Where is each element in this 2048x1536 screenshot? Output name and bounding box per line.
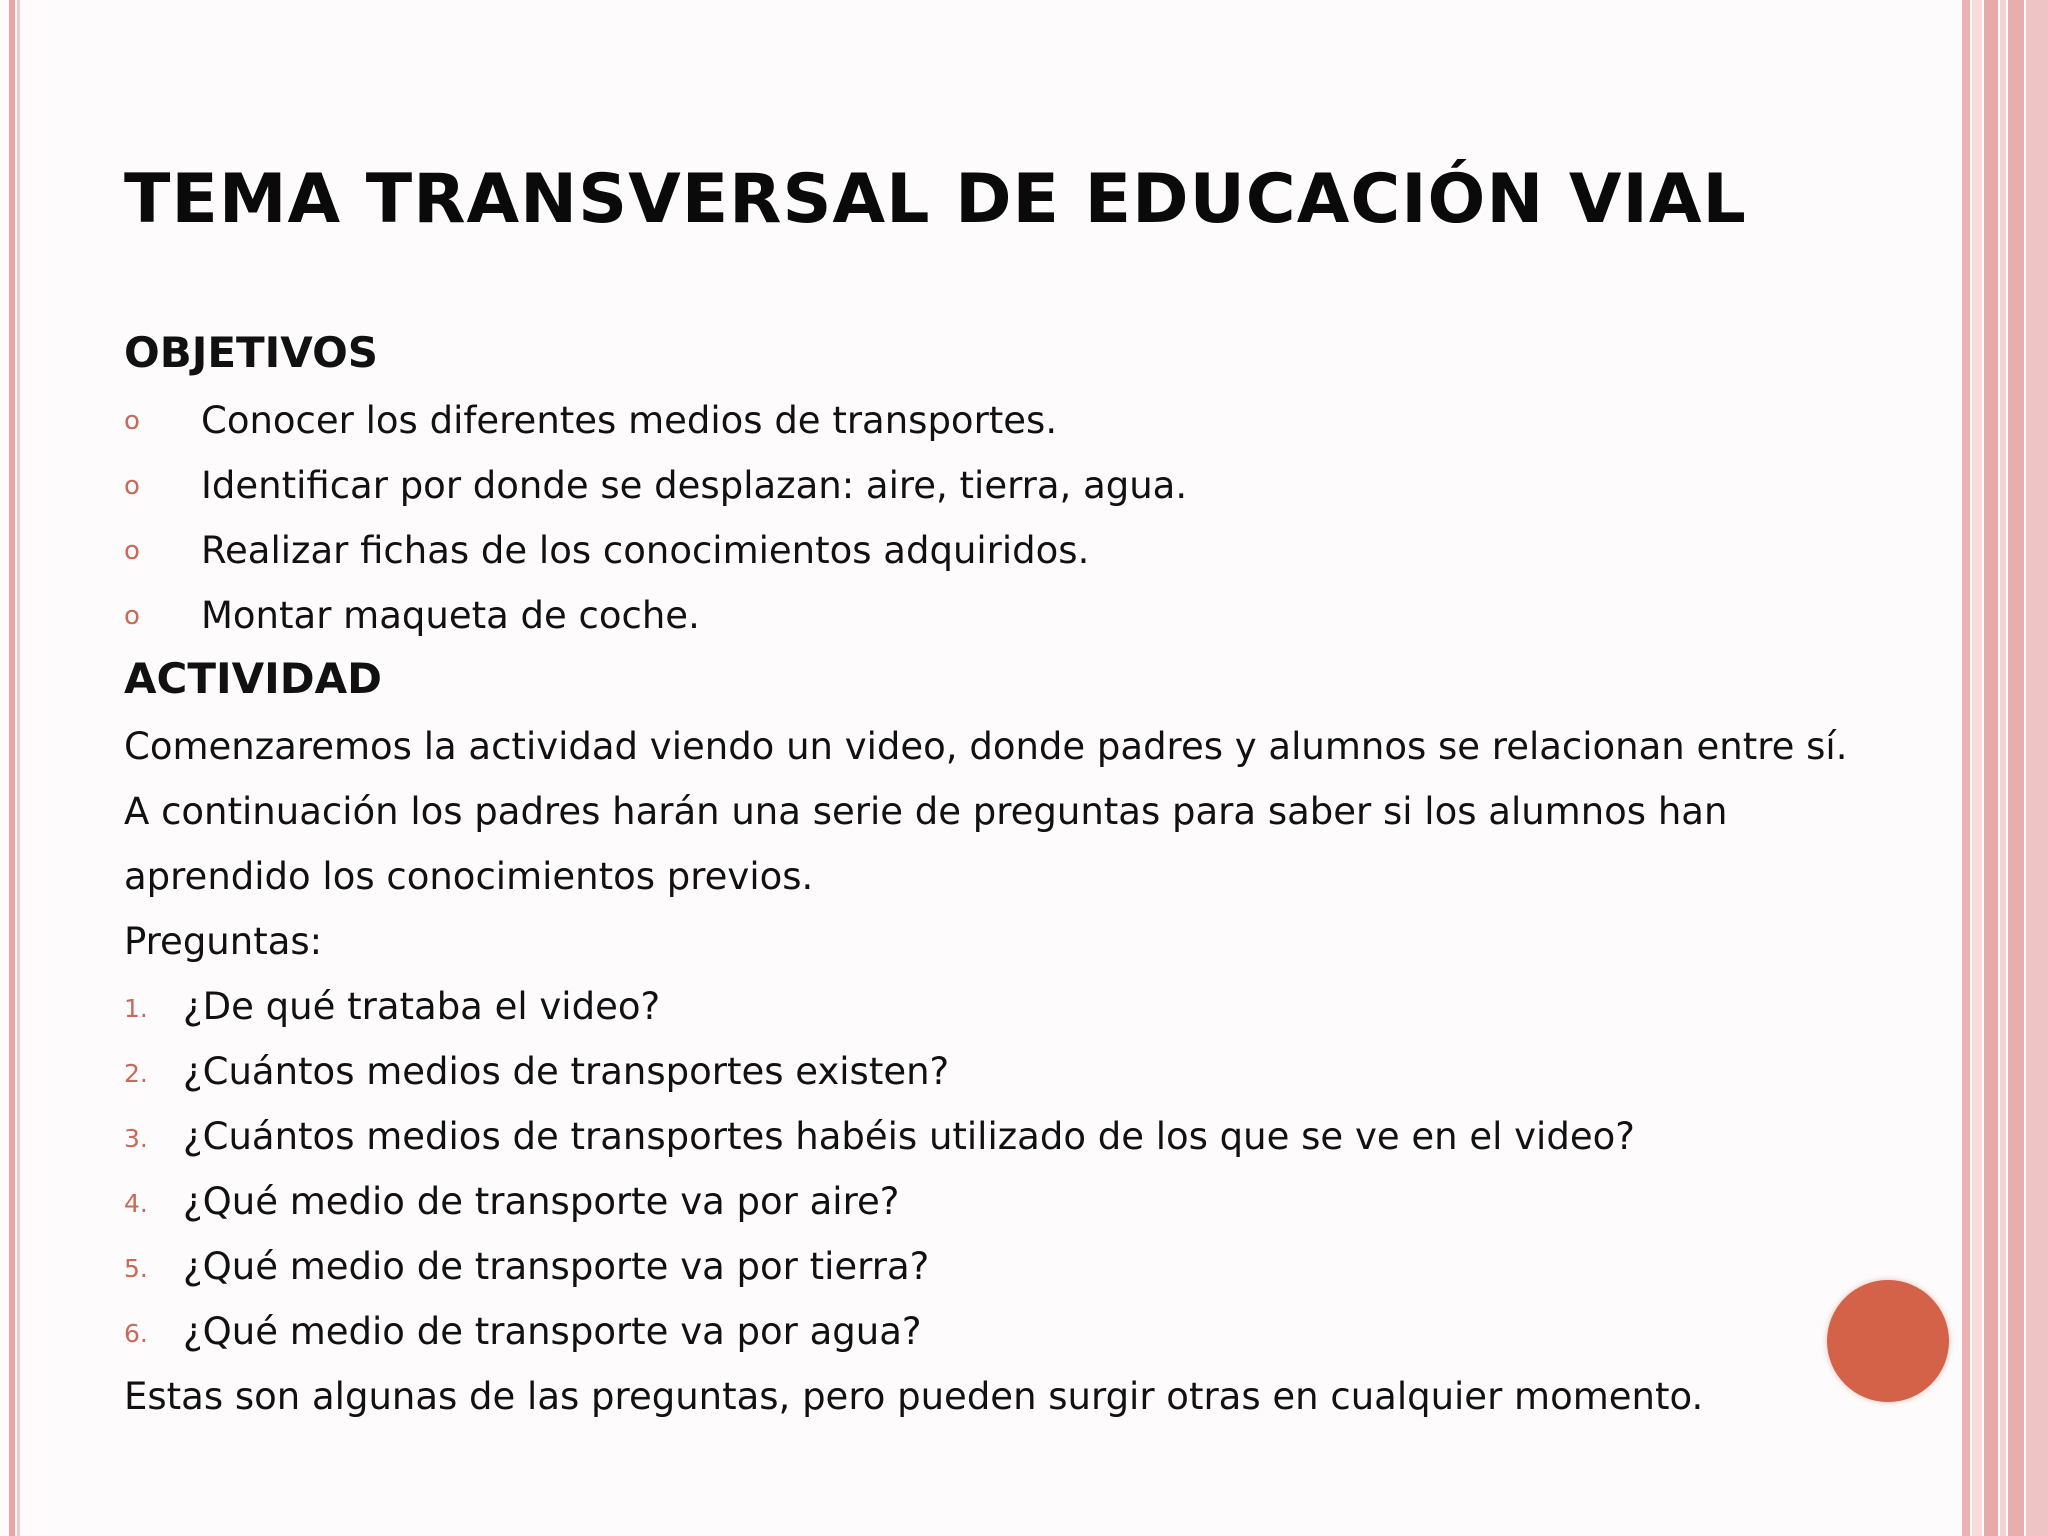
question-text: ¿Qué medio de transporte va por tierra? [183,1245,930,1288]
right-border-stripe [2026,0,2048,1536]
activity-paragraph-line: aprendido los conocimientos previos. [124,855,814,898]
objective-text: Conocer los diferentes medios de transportes. [201,399,1058,442]
activity-paragraph-line: Comenzaremos la actividad viendo un video, donde padres y alumnos se relacionan entre sí. [124,725,1848,768]
objective-item [124,589,1824,654]
objective-text: Montar maqueta de coche. [201,594,700,637]
question-number: 5. [124,1254,148,1283]
question-item [124,1045,1824,1110]
activity-heading: ACTIVIDAD [124,654,382,703]
circle-bullet-icon: o [124,471,140,501]
right-border-stripe [1962,0,1970,1536]
left-border-stripe [9,0,15,1536]
questions-label: Preguntas: [124,920,323,963]
question-item [124,1175,1824,1240]
question-text: ¿De qué trataba el video? [183,985,661,1028]
question-number: 3. [124,1124,148,1153]
slide-title: TEMA TRANSVERSAL DE EDUCACIÓN VIAL [124,160,1747,239]
circle-bullet-icon: o [124,406,140,436]
circle-bullet-icon: o [124,601,140,631]
decorative-circle [1827,1280,1949,1402]
objective-text: Identificar por donde se desplazan: aire, tierra, agua. [201,464,1188,507]
question-item [124,1305,1824,1370]
question-text: ¿Cuántos medios de transportes habéis utilizado de los que se ve en el video? [183,1115,1635,1158]
objectives-heading: OBJETIVOS [124,328,379,377]
objective-item [124,524,1824,589]
question-item [124,1110,1824,1175]
question-item [124,980,1824,1045]
activity-paragraph-line: A continuación los padres harán una serie de preguntas para saber si los alumnos han [124,790,1728,833]
objective-item [124,459,1824,524]
question-item [124,1240,1824,1305]
question-number: 2. [124,1059,148,1088]
right-border-stripe [1972,0,1982,1536]
closing-text: Estas son algunas de las preguntas, pero pueden surgir otras en cualquier momento. [124,1375,1704,1418]
question-text: ¿Qué medio de transporte va por agua? [183,1310,922,1353]
circle-bullet-icon: o [124,536,140,566]
question-text: ¿Qué medio de transporte va por aire? [183,1180,900,1223]
right-border-stripe [1984,0,1998,1536]
left-border-stripe-inner [17,0,20,1536]
objective-item [124,394,1824,459]
question-number: 4. [124,1189,148,1218]
objective-text: Realizar fichas de los conocimientos adquiridos. [201,529,1090,572]
right-border-stripe [2008,0,2024,1536]
right-border-stripe [2000,0,2006,1536]
question-text: ¿Cuántos medios de transportes existen? [183,1050,950,1093]
question-number: 1. [124,994,148,1023]
slide-content [124,328,1848,1435]
question-number: 6. [124,1319,148,1348]
